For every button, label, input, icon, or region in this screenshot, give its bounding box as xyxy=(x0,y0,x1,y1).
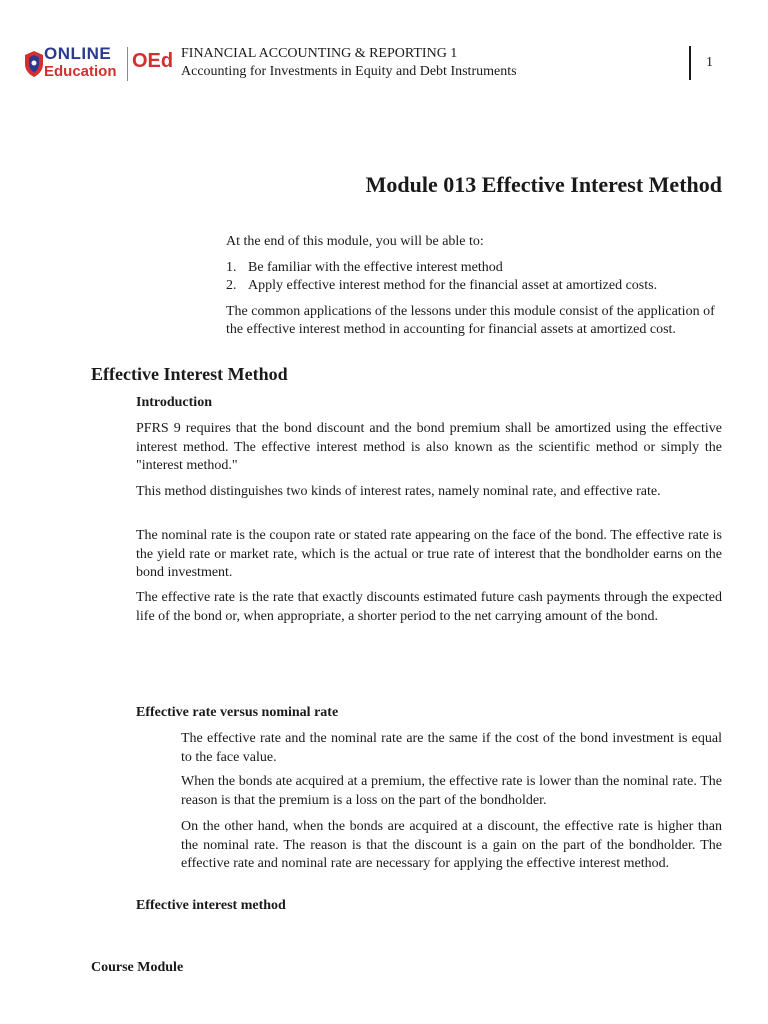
header-course-title: FINANCIAL ACCOUNTING & REPORTING 1 xyxy=(181,46,458,61)
section-heading: Effective Interest Method xyxy=(91,364,288,384)
effective-interest-method-heading: Effective interest method xyxy=(136,898,286,913)
paragraph: On the other hand, when the bonds are acquired at a discount, the effective rate is higher than the nominal rate. The reason is that the discount is a gain on the part of the bondholder. The effective rate and nominal rate are necessary for applying the effective interest method. xyxy=(181,819,722,871)
paragraph: The effective rate is the rate that exactly discounts estimated future cash payments through the expected life of the bond or, when appropriate, a shorter period to the net carrying amount of the bond. xyxy=(136,590,722,624)
objectives-list xyxy=(226,259,722,295)
shield-icon xyxy=(24,50,44,78)
page-title: Module 013 Effective Interest Method xyxy=(365,172,722,197)
page-number: 1 xyxy=(706,55,713,70)
objectives-intro: At the end of this module, you will be able to: xyxy=(226,234,484,249)
online-education-logo xyxy=(24,44,174,86)
list-item xyxy=(226,259,722,277)
list-item-number: 2. xyxy=(226,278,237,293)
paragraph: This method distinguishes two kinds of interest rates, namely nominal rate, and effective rate. xyxy=(136,484,661,499)
paragraph: The effective rate and the nominal rate are the same if the cost of the bond investment is equal to the face value. xyxy=(181,731,722,765)
introduction-heading: Introduction xyxy=(136,395,212,410)
objectives-applications: The common applications of the lessons under this module consist of the application of the effective interest method in accounting for financial assets at amortized cost. xyxy=(226,304,715,337)
paragraph: The nominal rate is the coupon rate or stated rate appearing on the face of the bond. The effective rate is the yield rate or market rate, which is the actual or true rate of interest that the bondholder earns on the bond investment. xyxy=(136,528,722,580)
list-item-text: Be familiar with the effective interest method xyxy=(248,260,503,275)
list-item xyxy=(226,277,722,295)
paragraph: PFRS 9 requires that the bond discount and the bond premium shall be amortized using the effective interest method. The effective interest method is also known as the scientific method or simply the "interest method." xyxy=(136,421,722,473)
list-item-number: 1. xyxy=(226,260,237,275)
logo-education-text: Education xyxy=(44,63,117,80)
rate-vs-nominal-heading: Effective rate versus nominal rate xyxy=(136,705,339,720)
paragraph: When the bonds ate acquired at a premium, the effective rate is lower than the nominal rate. The reason is that the premium is a loss on the part of the bondholder. xyxy=(181,774,722,808)
list-item-text: Apply effective interest method for the financial asset at amortized costs. xyxy=(248,278,658,293)
footer-course-module: Course Module xyxy=(91,960,184,975)
logo-online-text: ONLINE xyxy=(44,44,112,63)
header-topic-title: Accounting for Investments in Equity and Debt Instruments xyxy=(181,64,517,79)
header-divider xyxy=(689,46,691,80)
logo-divider xyxy=(127,47,128,81)
logo-oed-text: OEd xyxy=(132,50,174,72)
